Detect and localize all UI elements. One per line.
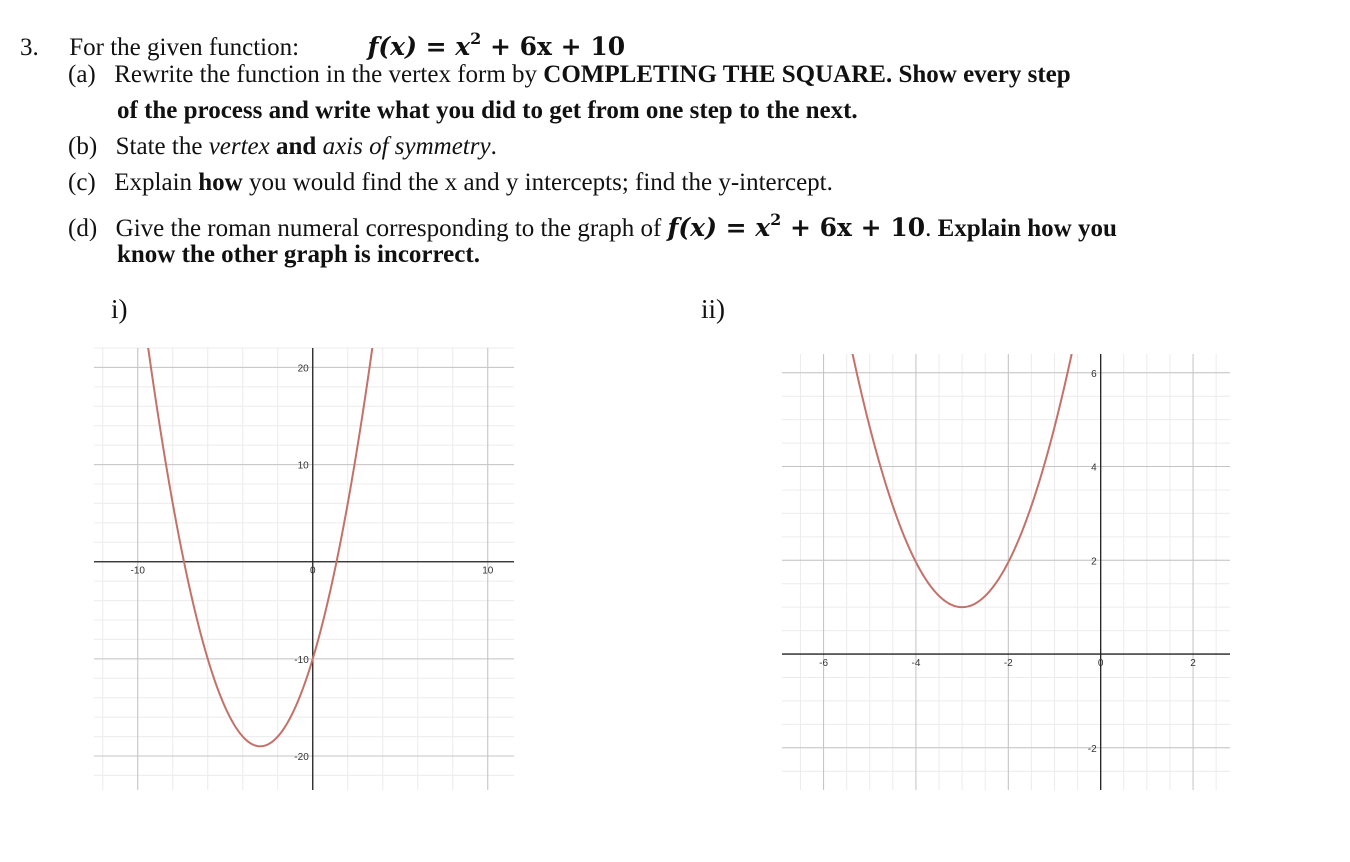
x-tick-label: 0 xyxy=(309,565,316,577)
y-tick-label: 20 xyxy=(297,363,309,375)
part-c-label: (c) xyxy=(68,169,96,196)
x-tick-label: -2 xyxy=(1003,658,1013,670)
part-b-label: (b) xyxy=(68,133,98,160)
graph-i xyxy=(94,348,514,790)
graph-ii-label: ii) xyxy=(701,294,725,324)
x-tick-label: 10 xyxy=(482,565,494,577)
function-expression: $f(x) = x^2 + 6x + 10$ xyxy=(367,29,626,61)
problem-header xyxy=(20,24,625,63)
problem-intro: For the given function: xyxy=(69,34,300,61)
x-tick-label: -10 xyxy=(130,565,145,577)
part-c: (c) Explain how you would find the x and y intercepts; find the y-intercept. xyxy=(68,169,833,196)
y-tick-label: -10 xyxy=(294,654,309,666)
y-tick-label: 4 xyxy=(1091,462,1097,474)
y-tick-label: -2 xyxy=(1087,743,1097,755)
graph-ii xyxy=(782,354,1230,790)
part-a-line-1: (a) Rewrite the function in the vertex form by COMPLETING THE SQUARE. Show every step xyxy=(68,61,1071,88)
part-d-label: (d) xyxy=(68,215,98,242)
y-tick-label: -20 xyxy=(294,752,309,763)
problem-number: 3. xyxy=(20,34,39,61)
part-d-line-2: know the other graph is incorrect. xyxy=(117,241,480,268)
x-tick-label: -6 xyxy=(819,658,829,670)
part-d-line-1: (d) Give the roman numeral corresponding to the graph of $f(x) = x^2 + 6x + 10$. Explain how you xyxy=(68,210,1117,242)
part-b: (b) State the vertex and axis of symmetry. xyxy=(68,133,497,160)
part-a-label: (a) xyxy=(68,61,96,88)
x-tick-label: -4 xyxy=(911,658,921,670)
x-tick-label: 0 xyxy=(1097,658,1104,670)
part-a-line-2: of the process and write what you did to get from one step to the next. xyxy=(117,97,858,124)
x-tick-label: 2 xyxy=(1190,658,1196,670)
graph-i-label: i) xyxy=(111,294,128,324)
y-tick-label: 6 xyxy=(1091,368,1097,380)
y-tick-label: 10 xyxy=(297,460,309,472)
y-tick-label: 2 xyxy=(1091,556,1097,568)
parabola-curve xyxy=(147,333,375,746)
